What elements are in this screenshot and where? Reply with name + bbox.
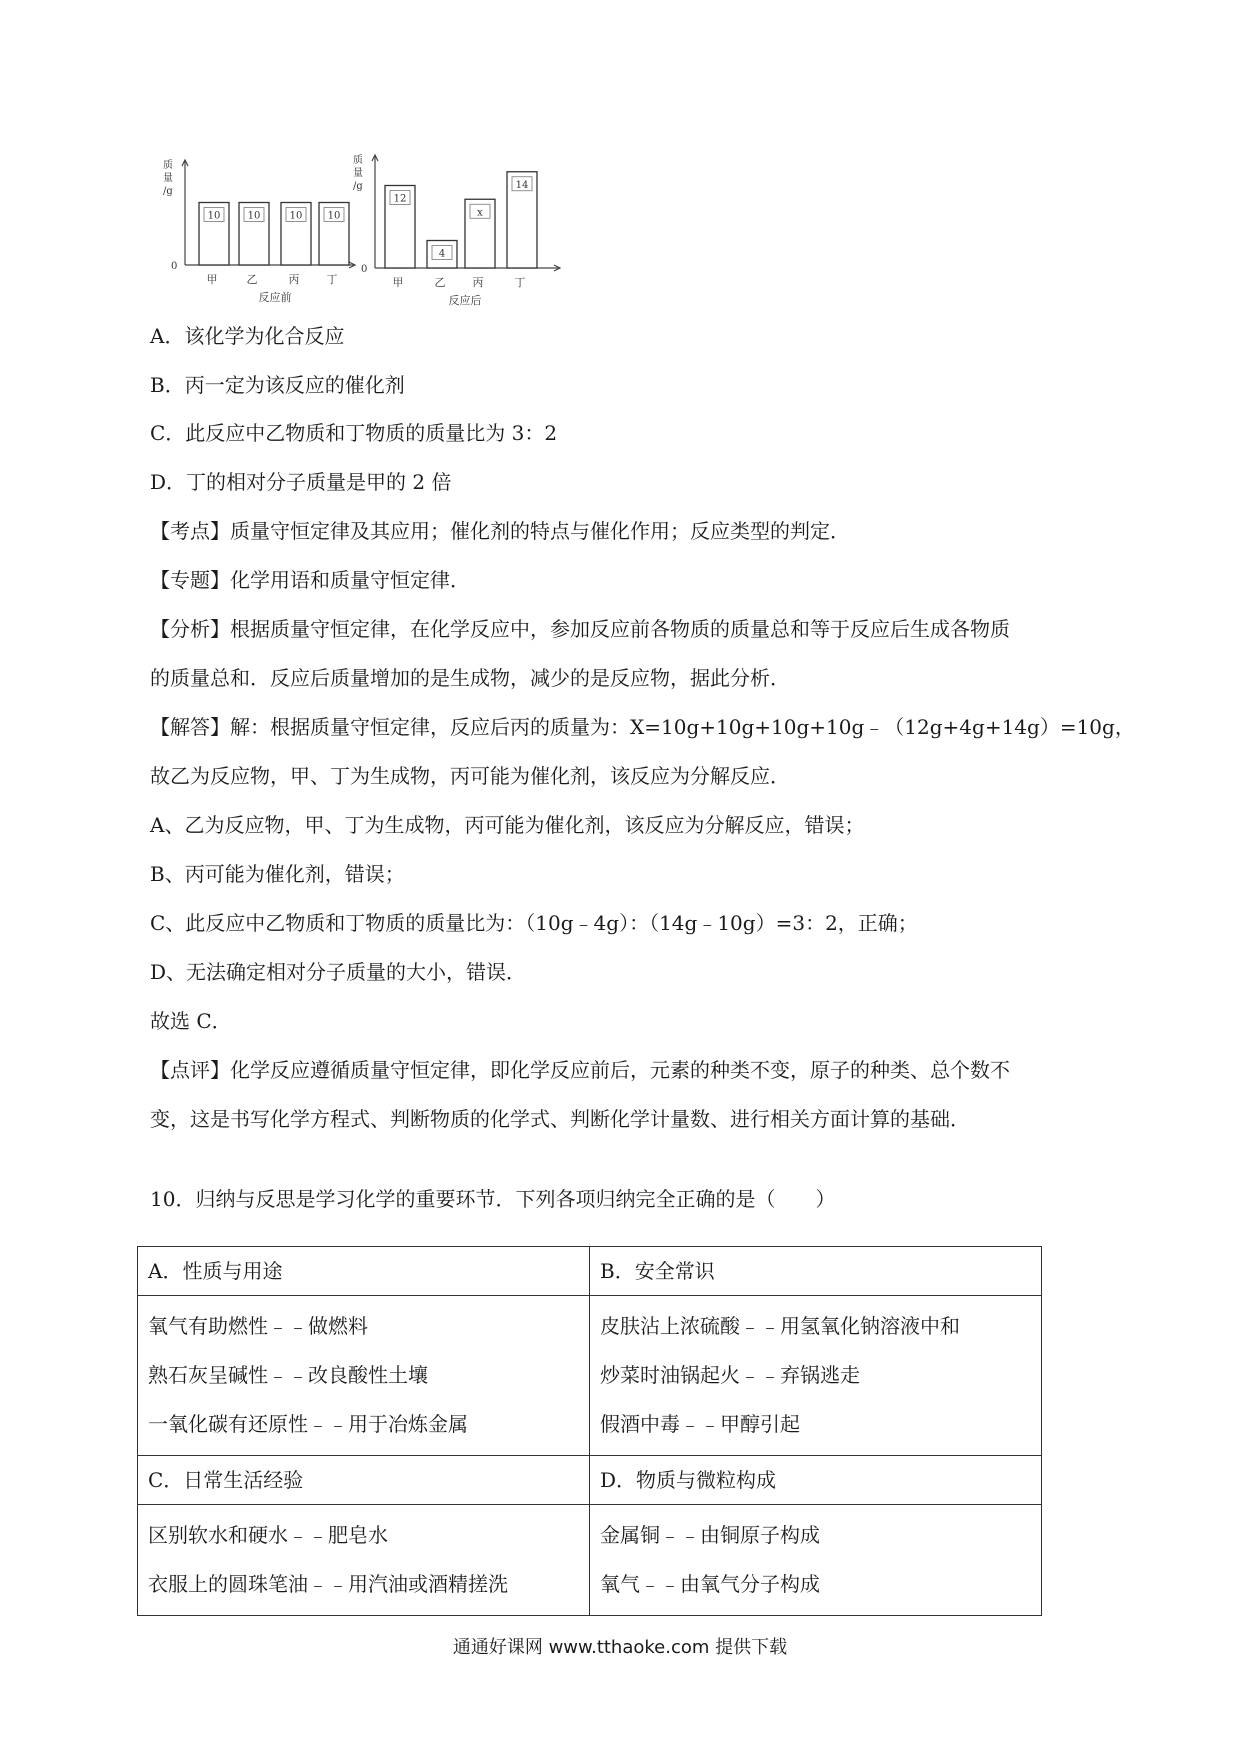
chart1-ylabel-char: /g	[163, 186, 173, 197]
d-item: 金属铜﹣﹣由铜原子构成	[600, 1523, 820, 1547]
b-item: 炒菜时油锅起火﹣﹣弃锅逃走	[600, 1363, 860, 1387]
cell-d-head: D．物质与微粒构成	[590, 1456, 1042, 1505]
answer-choice: 故选 C．	[150, 1009, 232, 1033]
chart2-value-label: 12	[393, 193, 407, 205]
question-10-table	[137, 1246, 1042, 1616]
chart2-ylabel-char: /g	[353, 181, 363, 192]
chart1-origin-label: 0	[171, 261, 178, 272]
mass-bar-charts	[150, 150, 630, 310]
b-item: 皮肤沾上浓硫酸﹣﹣用氢氧化钠溶液中和	[600, 1314, 960, 1338]
b-item: 假酒中毒﹣﹣甲醇引起	[600, 1412, 800, 1436]
option-d: D．丁的相对分子质量是甲的 2 倍	[150, 470, 452, 494]
analysis-b: B、丙可能为催化剂，错误；	[150, 862, 405, 886]
analysis-c: C、此反应中乙物质和丁物质的质量比为：（10g﹣4g）：（14g﹣10g）=3：2，正确；	[150, 911, 918, 935]
dianping-line-1: 【点评】化学反应遵循质量守恒定律，即化学反应前后，元素的种类不变，原子的种类、总个数不	[150, 1058, 1010, 1082]
analysis-d: D、无法确定相对分子质量的大小，错误．	[150, 960, 527, 984]
c-item: 区别软水和硬水﹣﹣肥皂水	[148, 1523, 388, 1547]
chart1-value-label: 10	[289, 210, 303, 222]
chart2-category-label: 甲	[392, 276, 404, 289]
jieda-line-2: 故乙为反应物，甲、丁为生成物，丙可能为催化剂，该反应为分解反应．	[150, 764, 790, 788]
chart2-ylabel-char: 量	[353, 168, 363, 179]
charts-svg	[150, 150, 630, 310]
a-item: 熟石灰呈碱性﹣﹣改良酸性土壤	[148, 1363, 428, 1387]
dianping-line-2: 变，这是书写化学方程式、判断物质的化学式、判断化学计量数、进行相关方面计算的基础．	[150, 1107, 970, 1131]
cell-d-body	[590, 1505, 1042, 1616]
chart1-ylabel-char: 质	[163, 160, 173, 171]
chart2-value-label: x	[477, 207, 483, 219]
chart1-value-label: 10	[207, 210, 221, 222]
chart2-category-label: 乙	[434, 276, 446, 289]
cell-a-head: A．性质与用途	[138, 1247, 590, 1296]
fenxi-line-1: 【分析】根据质量守恒定律，在化学反应中，参加反应前各物质的质量总和等于反应后生成各物质	[150, 617, 1010, 641]
zhuanti: 【专题】化学用语和质量守恒定律．	[150, 568, 470, 592]
chart1-category-label: 乙	[246, 273, 258, 286]
a-item: 一氧化碳有还原性﹣﹣用于冶炼金属	[148, 1412, 468, 1436]
chart1-value-label: 10	[247, 210, 261, 222]
cell-c-body	[138, 1505, 590, 1616]
chart2-value-label: 14	[515, 179, 529, 191]
jieda-line-1: 【解答】解：根据质量守恒定律，反应后丙的质量为：X=10g+10g+10g+10g﹣（12g+4g+14g）=10g，	[150, 715, 1135, 739]
c-item: 衣服上的圆珠笔油﹣﹣用汽油或酒精搓洗	[148, 1572, 508, 1596]
chart1-category-label: 丁	[326, 273, 338, 286]
cell-c-head: C．日常生活经验	[138, 1456, 590, 1505]
chart2-origin-label: 0	[361, 264, 368, 275]
chart1-title: 反应前	[258, 291, 292, 304]
cell-b-body	[590, 1296, 1042, 1456]
chart2-value-label: 4	[438, 248, 446, 260]
chart1-category-label: 丙	[288, 273, 300, 286]
cell-b-head: B．安全常识	[590, 1247, 1042, 1296]
kaodian: 【考点】质量守恒定律及其应用；催化剂的特点与催化作用；反应类型的判定．	[150, 519, 850, 543]
chart2-category-label: 丁	[514, 276, 526, 289]
footer-watermark: 通通好课网 www.tthaoke.com 提供下载	[452, 1637, 788, 1658]
option-c: C．此反应中乙物质和丁物质的质量比为 3：2	[150, 421, 558, 445]
d-item: 氧气﹣﹣由氧气分子构成	[600, 1572, 820, 1596]
cell-a-body	[138, 1296, 590, 1456]
question-10-stem: 10．归纳与反思是学习化学的重要环节．下列各项归纳完全正确的是（ ）	[150, 1187, 836, 1211]
a-item: 氧气有助燃性﹣﹣做燃料	[148, 1314, 368, 1338]
chart1-ylabel-char: 量	[163, 173, 173, 184]
fenxi-line-2: 的质量总和．反应后质量增加的是生成物，减少的是反应物，据此分析．	[150, 666, 790, 690]
chart1-category-label: 甲	[206, 273, 218, 286]
chart2-title: 反应后	[448, 294, 482, 307]
chart1-value-label: 10	[327, 210, 341, 222]
chart2-category-label: 丙	[472, 276, 484, 289]
option-a: A．该化学为化合反应	[150, 324, 345, 348]
chart2-ylabel-char: 质	[353, 155, 363, 166]
analysis-a: A、乙为反应物，甲、丁为生成物，丙可能为催化剂，该反应为分解反应，错误；	[150, 813, 865, 837]
option-b: B．丙一定为该反应的催化剂	[150, 373, 405, 397]
